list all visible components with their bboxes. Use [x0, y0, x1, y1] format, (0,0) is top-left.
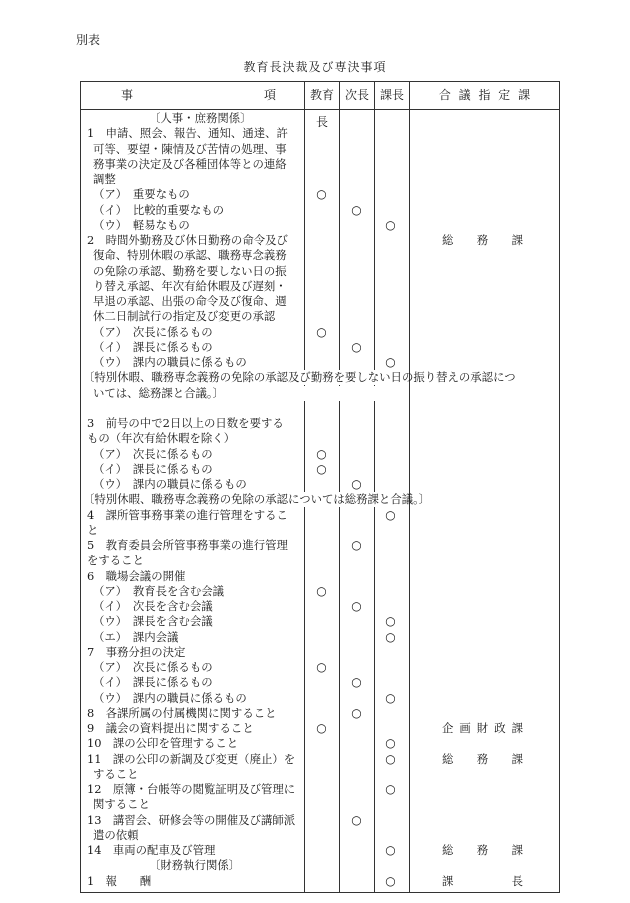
- mark-superintendent: ○: [316, 660, 327, 674]
- table-row: [81, 370, 559, 385]
- table-row: [81, 294, 559, 309]
- row-text: の免除の承認、勤務を要しない日の振: [93, 263, 287, 278]
- row-text: 〔財務執行関係〕: [149, 858, 241, 873]
- decision-authority-table: [80, 81, 560, 893]
- document-title: 教育長決裁及び専決事項: [243, 60, 387, 74]
- row-text: （ウ） 軽易なもの: [93, 217, 190, 232]
- row-text: （イ） 課長に係るもの: [93, 339, 213, 354]
- table-row: [81, 660, 559, 675]
- table-row: [81, 203, 559, 218]
- mark-deputy: ○: [351, 538, 362, 552]
- table-row: [81, 248, 559, 263]
- mark-deputy: ○: [351, 812, 362, 827]
- mark-deputy: ○: [351, 599, 362, 613]
- table-row: [81, 142, 559, 157]
- row-text: （イ） 次長を含む会議: [93, 599, 213, 613]
- table-row: [81, 401, 559, 416]
- row-text: 7 事務分担の決定: [87, 644, 186, 659]
- row-text: 6 職場会議の開催: [87, 568, 186, 583]
- table-row: [81, 858, 559, 873]
- table-row: [81, 508, 559, 523]
- row-text: （ウ） 課内の職員に係るもの: [93, 355, 247, 369]
- row-text: 3 前号の中で2日以上の日数を要する: [87, 416, 284, 430]
- table-row: [81, 416, 559, 431]
- table-row: [81, 157, 559, 172]
- row-text: （ア） 次長に係るもの: [93, 660, 213, 674]
- table-row: [81, 828, 559, 843]
- row-text: 〔人事・庶務関係〕: [149, 111, 252, 125]
- table-row: [81, 431, 559, 446]
- row-text: もの（年次有給休暇を除く）: [87, 431, 236, 446]
- row-text: 復命、特別休暇の承認、職務専念義務: [93, 248, 287, 263]
- table-row: [81, 172, 559, 187]
- row-text: （ウ） 課長を含む会議: [93, 614, 213, 629]
- row-text: 11 課の公印の新調及び変更（廃止）を: [87, 751, 296, 766]
- table-row: [81, 355, 559, 370]
- row-text: 務事業の決定及び各種団体等との連絡: [93, 156, 287, 171]
- mark-superintendent: ○: [316, 583, 327, 598]
- table-row: [81, 797, 559, 812]
- table-row: [81, 187, 559, 202]
- row-text: 休二日制試行の指定及び変更の承認: [93, 309, 276, 324]
- mark-section-chief: ○: [385, 614, 396, 629]
- table-row: [81, 767, 559, 782]
- row-text: と: [87, 522, 99, 537]
- table-row: [81, 813, 559, 828]
- row-text: （イ） 課長に係るもの: [93, 461, 213, 476]
- table-row: [81, 584, 559, 599]
- table-row: [81, 264, 559, 279]
- mark-section-chief: ○: [385, 736, 396, 751]
- table-row: [81, 447, 559, 462]
- table-row: [81, 782, 559, 797]
- mark-section-chief: ○: [385, 751, 396, 766]
- row-text: 13 講習会、研修会等の開催及び講師派: [87, 812, 296, 827]
- row-text: 12 原簿・台帳等の閲覧証明及び管理に: [87, 782, 296, 796]
- consult-section: 企画財政課: [442, 721, 529, 735]
- row-text: （ア） 次長に係るもの: [93, 324, 213, 339]
- header-section-chief: 課長: [379, 88, 404, 102]
- mark-deputy: ○: [351, 477, 362, 491]
- table-row: [81, 462, 559, 477]
- mark-section-chief: ○: [385, 629, 396, 644]
- table-row: [81, 645, 559, 660]
- mark-section-chief: ○: [385, 690, 396, 705]
- page-label: 別表: [76, 33, 101, 47]
- table-row: [81, 721, 559, 736]
- row-text: 5 教育委員会所管事務事業の進行管理: [87, 538, 288, 552]
- row-text: （ア） 重要なもの: [93, 187, 190, 202]
- row-text: （ウ） 課内の職員に係るもの: [93, 477, 247, 491]
- table-row: [81, 706, 559, 721]
- table-row: [81, 477, 559, 492]
- consult-section: 総 務 課: [442, 843, 529, 857]
- table-row: [81, 523, 559, 538]
- row-text: 4 課所管事務事業の進行管理をするこ: [87, 507, 288, 522]
- table-row: [81, 340, 559, 355]
- row-note: いては、総務課と合議。〕: [93, 385, 224, 400]
- mark-section-chief: ○: [385, 843, 396, 857]
- row-text: 遣の依頼: [93, 827, 139, 842]
- row-note: 〔特別休暇、職務専念義務の免除の承認及び勤務を要しない日の振り替えの承認につ: [83, 370, 516, 385]
- header-matter-1: 事: [121, 88, 134, 102]
- row-text: （ウ） 課内の職員に係るもの: [93, 690, 247, 705]
- table-row: [81, 553, 559, 568]
- table-row: [81, 599, 559, 614]
- table-row: [81, 218, 559, 233]
- mark-superintendent: ○: [316, 187, 327, 202]
- table-row: [81, 233, 559, 248]
- mark-superintendent: ○: [316, 446, 327, 461]
- table-row: [81, 630, 559, 645]
- consult-section: 総 務 課: [442, 751, 529, 766]
- consult-section: 総 務 課: [442, 233, 529, 247]
- row-text: 関すること: [93, 797, 150, 812]
- row-note: 〔特別休暇、職務専念義務の免除の承認については総務課と合議。〕: [83, 492, 431, 507]
- table-row: [81, 614, 559, 629]
- table-row: [81, 569, 559, 584]
- header-matter-2: 項: [263, 88, 276, 102]
- mark-section-chief: ○: [385, 217, 396, 232]
- mark-deputy: ○: [351, 339, 362, 354]
- consult-section: 課 長: [442, 873, 529, 888]
- row-text: 1 報 酬: [87, 873, 152, 888]
- mark-superintendent: ○: [316, 461, 327, 476]
- header-superintendent: 教育長: [309, 88, 334, 129]
- table-row: [81, 874, 559, 889]
- row-text: 9 議会の資料提出に関すること: [87, 721, 254, 735]
- mark-section-chief: ○: [385, 355, 396, 369]
- row-text: （イ） 課長に係るもの: [93, 675, 213, 690]
- row-text: 可等、要望・陳情及び苦情の処理、事: [93, 141, 287, 156]
- row-text: （エ） 課内会議: [93, 629, 179, 644]
- row-text: 調整: [93, 172, 116, 186]
- mark-deputy: ○: [351, 202, 362, 217]
- table-row: [81, 538, 559, 553]
- table-row: [81, 492, 559, 507]
- header-consult-section: 合 議 指 定 課: [438, 88, 533, 102]
- row-text: 14 車両の配車及び管理: [87, 843, 216, 857]
- mark-section-chief: ○: [385, 507, 396, 522]
- table-row: [81, 386, 559, 401]
- table-row: [81, 325, 559, 340]
- table-row: [81, 691, 559, 706]
- row-text: 8 各課所属の付属機関に関すること: [87, 705, 277, 720]
- mark-superintendent: ○: [316, 324, 327, 339]
- row-text: 1 申請、照会、報告、通知、通達、許: [87, 126, 288, 141]
- table-row: [81, 111, 559, 126]
- mark-section-chief: ○: [385, 873, 396, 888]
- table-row: [81, 309, 559, 324]
- table-row: [81, 843, 559, 858]
- mark-deputy: ○: [351, 675, 362, 690]
- mark-superintendent: ○: [316, 721, 327, 735]
- table-row: [81, 126, 559, 141]
- row-text: 2 時間外勤務及び休日勤務の命令及び: [87, 233, 288, 247]
- mark-section-chief: ○: [385, 782, 396, 796]
- row-text: 早退の承認、出張の命令及び復命、週: [93, 294, 287, 308]
- table-row: [81, 675, 559, 690]
- table-row: [81, 736, 559, 751]
- row-text: （ア） 次長に係るもの: [93, 446, 213, 461]
- row-text: （イ） 比較的重要なもの: [93, 202, 224, 217]
- table-row: [81, 279, 559, 294]
- row-text: り替え承認、年次有給休暇及び遅刻・: [93, 278, 287, 293]
- table-row: [81, 752, 559, 767]
- row-text: をすること: [87, 553, 144, 568]
- row-text: すること: [93, 766, 139, 781]
- header-matter: [81, 82, 304, 109]
- mark-deputy: ○: [351, 705, 362, 720]
- row-text: （ア） 教育長を含む会議: [93, 583, 224, 598]
- header-deputy: 次長: [344, 88, 369, 102]
- row-text: 10 課の公印を管理すること: [87, 736, 239, 751]
